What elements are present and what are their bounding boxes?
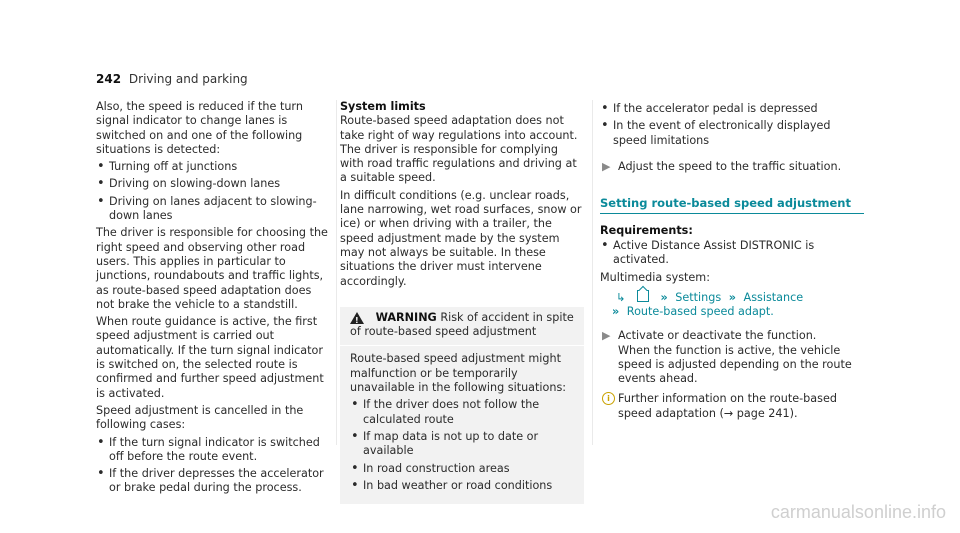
responsibility-paragraph: The driver is responsible for choosing the right speed and observing other road users. This applies in particular to junctions, roundabouts and traffic lights, as route-based speed adaptation does not brake the vehicle to a standstill.: [96, 226, 328, 311]
difficult-paragraph: In difficult conditions (e.g. unclear roads, lane narrowing, wet road surfaces, snow or ice) or when driving with a trailer, the speed adjustment made by the system may not always be suitable. In these situations the driver must intervene accordingly.: [340, 188, 582, 288]
bullet-icon: •: [601, 118, 609, 134]
warning-body-text: Route-based speed adjustment might malfunction or be temporarily unavailable in the following situations:: [350, 352, 567, 395]
bullet-icon: •: [97, 159, 105, 175]
watermark-text: carmanualsonline.info: [770, 502, 946, 522]
bullet-icon: •: [97, 176, 105, 192]
chevron-right-icon: »: [728, 290, 736, 304]
chevron-right-icon: »: [612, 304, 620, 318]
bullet-icon: •: [351, 428, 359, 444]
list-item: • Active Distance Assist DISTRONIC is activated.: [601, 237, 815, 267]
menu-path: [608, 289, 864, 320]
chevron-right-icon: »: [660, 290, 668, 304]
cancel-list: [96, 436, 332, 496]
action-step: [600, 329, 864, 386]
bullet-icon: •: [601, 237, 609, 253]
column-right: [600, 100, 864, 421]
cancel-intro: Speed adjustment is cancelled in the following cases:: [96, 403, 304, 432]
return-arrow-icon: ↳: [616, 290, 626, 304]
page-number: 242: [96, 72, 122, 86]
column-left: [96, 100, 332, 499]
bullet-icon: •: [601, 101, 609, 116]
section-title: Driving and parking: [128, 72, 248, 86]
intro-paragraph: Also, the speed is reduced if the turn signal indicator to change lanes is switched on and one of the following situations is detected:: [96, 100, 303, 156]
bullet-icon: •: [351, 477, 359, 493]
action-step: ▶ Adjust the speed to the traffic situation.: [602, 159, 842, 173]
path-settings[interactable]: Settings: [675, 290, 722, 304]
limits-paragraph: Route-based speed adaptation does not take right of way regulations into account. The driver is responsible for complying with road traffic regulations and driving at a suitable speed.: [340, 114, 578, 185]
action-activate: Activate or deactivate the function.: [618, 329, 817, 343]
column-divider: [592, 100, 593, 445]
multimedia-label: Multimedia system:: [600, 271, 710, 285]
info-icon: i: [602, 392, 615, 405]
column-divider: [336, 100, 337, 445]
page-header: [96, 72, 248, 86]
list-item: • In the event of electronically displayed speed limitations: [601, 118, 831, 147]
info-note: i Further information on the route-based speed adaptation (→ page 241).: [600, 392, 864, 421]
warning-box: [340, 307, 584, 504]
list-item: • In road construction areas: [351, 460, 510, 476]
bullet-icon: •: [351, 460, 359, 476]
list-item: • If map data is not up to date or available: [351, 428, 539, 458]
warning-triangle-icon: !: [350, 312, 364, 324]
list-item: • In bad weather or road conditions: [351, 477, 553, 493]
action-detail: When the function is active, the vehicle speed is adjusted depending on the route events ahead.: [618, 343, 852, 386]
situations-list: [96, 160, 332, 223]
path-route-based-speed[interactable]: Route-based speed adapt.: [626, 304, 774, 318]
list-item: • Driving on slowing-down lanes: [97, 176, 281, 192]
list-item: • If the accelerator pedal is depressed: [601, 101, 818, 116]
warning-body: [340, 346, 584, 504]
requirements-label: Requirements:: [600, 224, 693, 238]
list-item: • Turning off at junctions: [97, 159, 238, 175]
list-item: • If the driver does not follow the calculated route: [351, 397, 540, 426]
warning-label: WARNING: [375, 310, 437, 324]
list-item: • If the turn signal indicator is switched off before the route event.: [97, 434, 320, 463]
bullet-icon: •: [97, 193, 105, 209]
requirements-list: [600, 239, 864, 268]
warning-continuation: [600, 100, 864, 174]
list-item: • If the driver depresses the accelerator or brake pedal during the process.: [97, 466, 324, 495]
bullet-icon: •: [97, 434, 105, 450]
play-arrow-icon: ▶: [602, 329, 611, 343]
guidance-paragraph: When route guidance is active, the first speed adjustment is carried out automatically. If the turn signal indicator is switched on, the selected route is confirmed and further speed adjustment is activated.: [96, 315, 324, 400]
column-middle: [340, 100, 584, 504]
bullet-icon: •: [351, 397, 359, 413]
path-assistance[interactable]: Assistance: [743, 290, 804, 304]
warning-header: [340, 307, 584, 347]
play-arrow-icon: ▶: [602, 159, 611, 173]
warning-list: [350, 398, 576, 493]
setting-section-title: Setting route-based speed adjustment: [600, 196, 864, 214]
bullet-icon: •: [97, 466, 105, 482]
home-icon[interactable]: [637, 290, 649, 302]
warning-list-continued: [600, 102, 864, 148]
list-item: • Driving on lanes adjacent to slowing-down lanes: [97, 193, 317, 223]
warning-headline: Risk of accident in spite of route-based speed adjustment: [350, 310, 574, 339]
system-limits-heading: System limits: [340, 100, 426, 113]
